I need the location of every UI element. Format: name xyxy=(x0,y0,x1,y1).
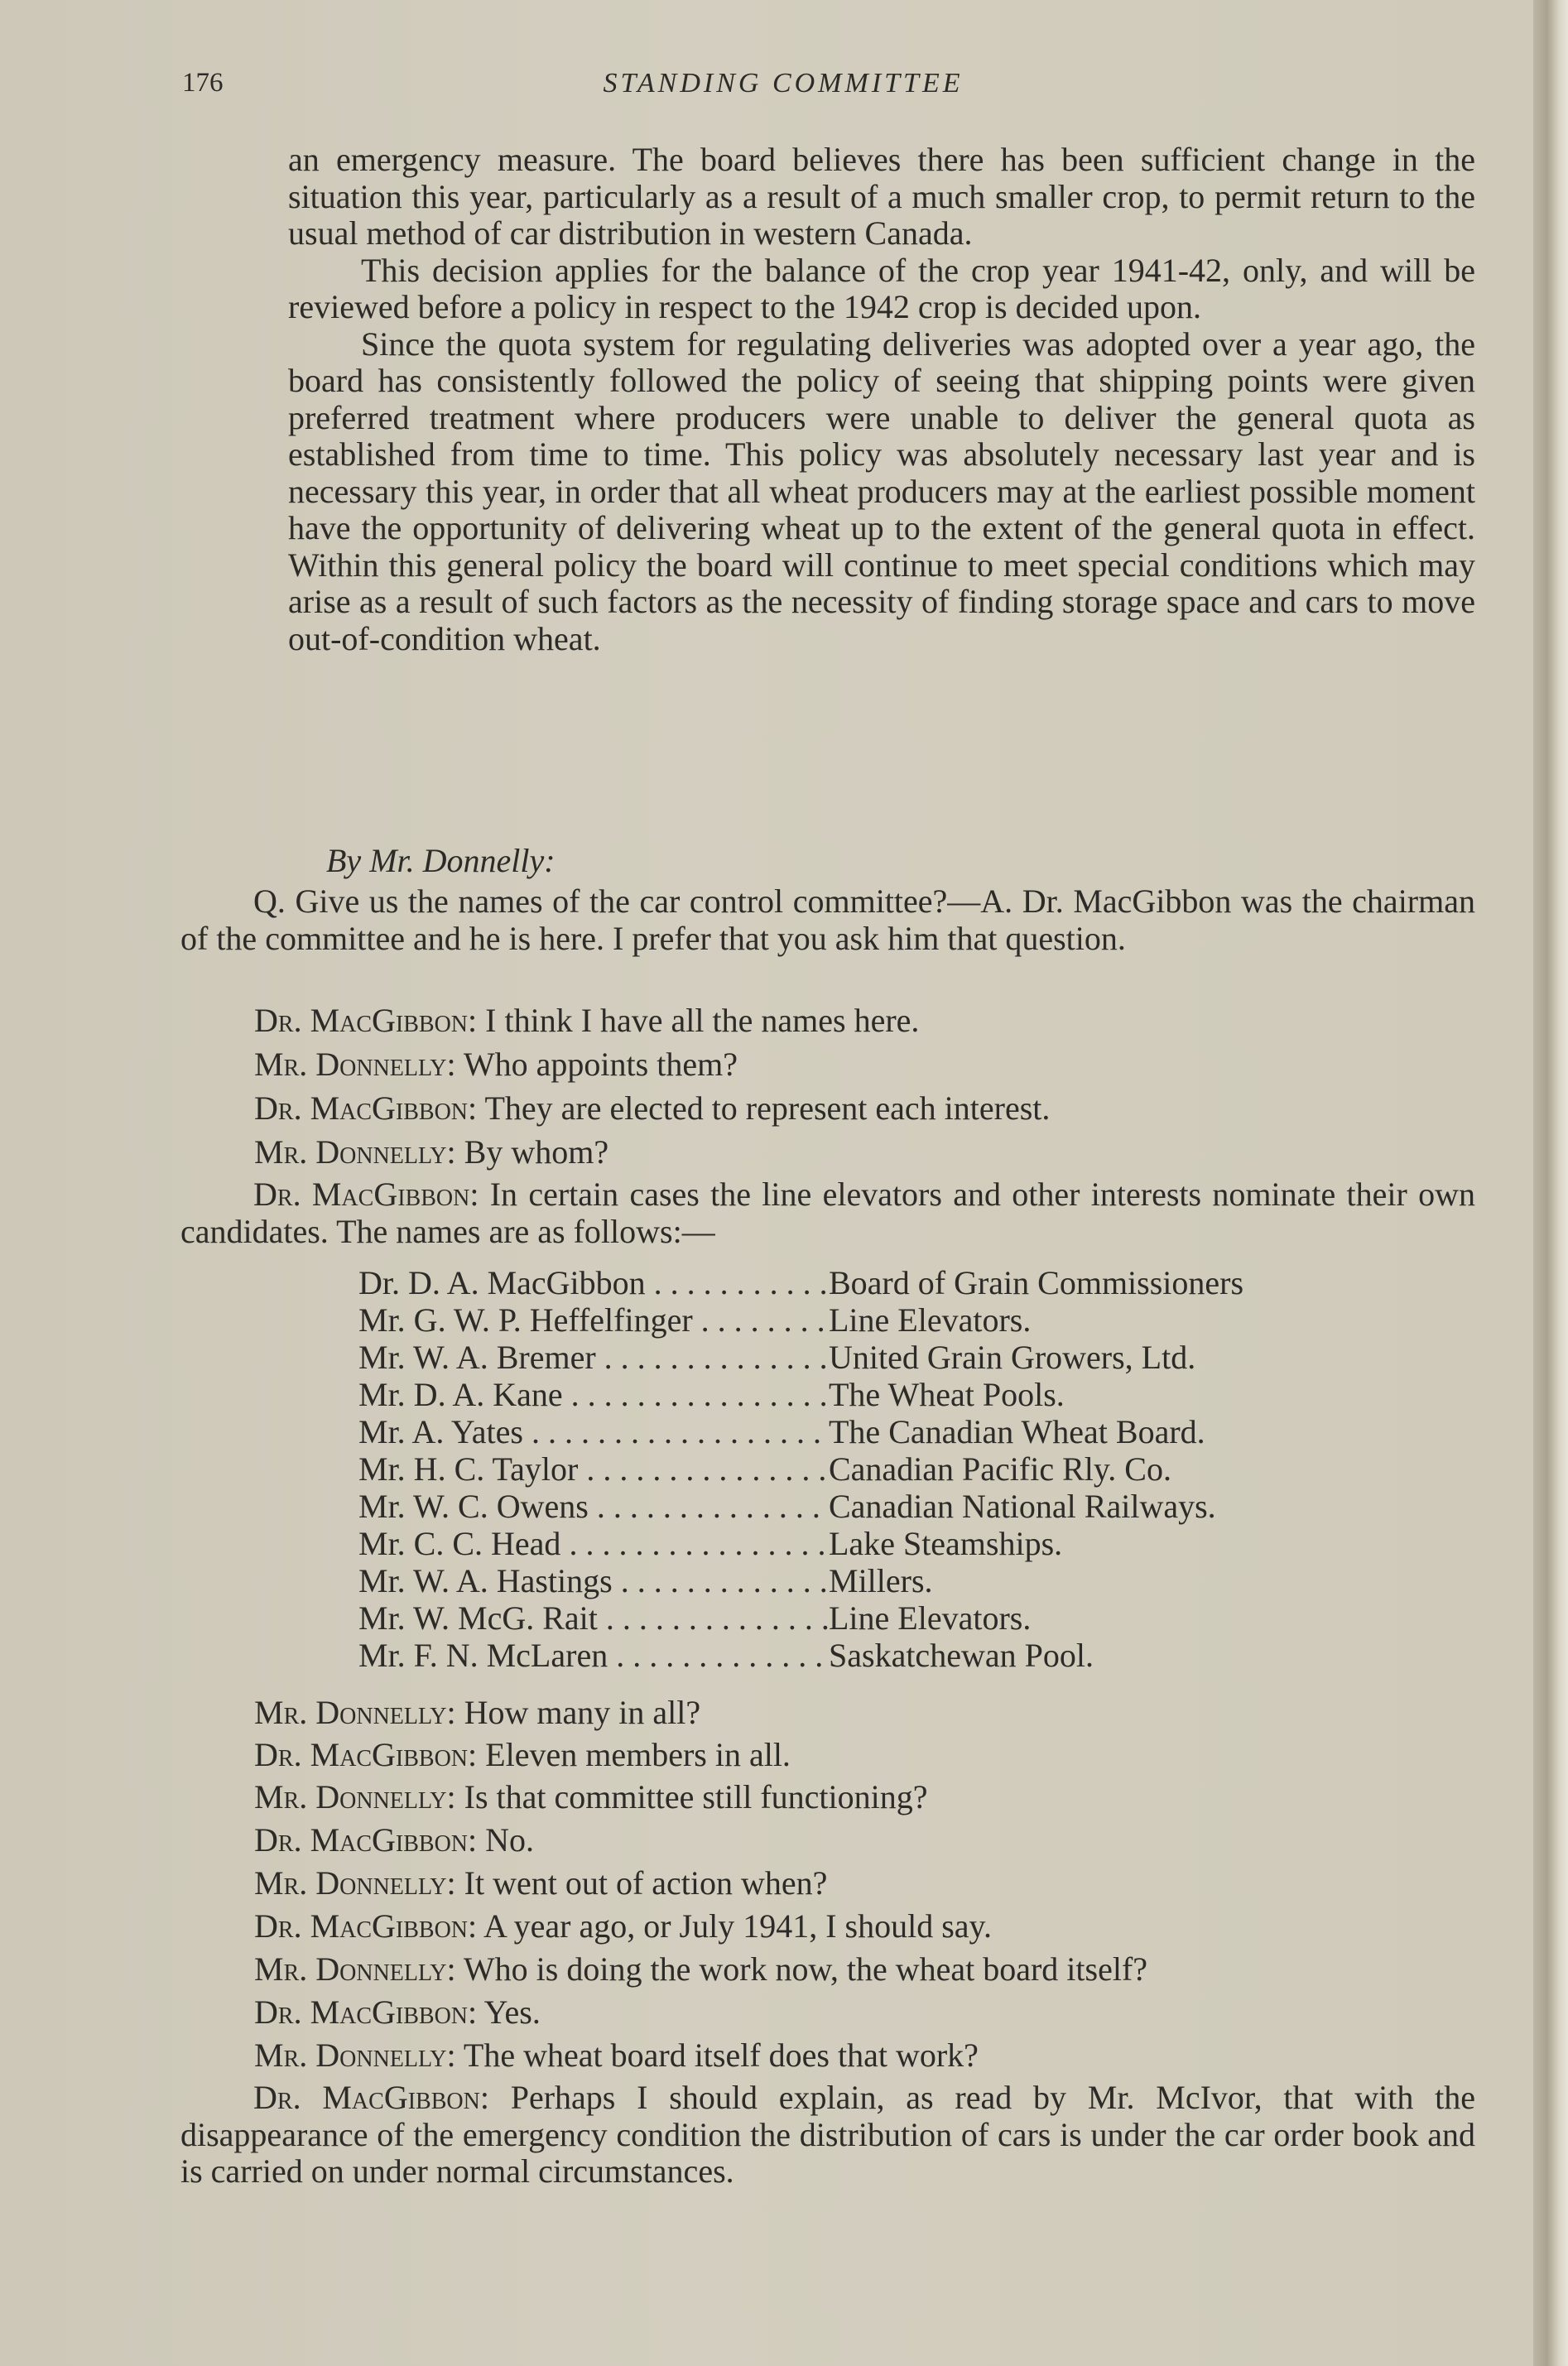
list-item xyxy=(358,1264,1243,1301)
member-organization: The Wheat Pools. xyxy=(829,1376,1065,1413)
member-name: Mr. A. Yates . . . xyxy=(358,1413,829,1450)
committee-members-list xyxy=(358,1264,1243,1674)
statement-paragraph: This decision applies for the balance of the crop year 1941-42, only, and will be reviewed before a policy in respect to the 1942 crop is decided upon. xyxy=(288,251,1475,325)
dialogue-text: In certain cases the line elevators and other interests nominate their own candidates. The names are as follows:— xyxy=(180,1176,1475,1250)
list-item xyxy=(358,1301,1243,1339)
questioning-heading: By Mr. Donnelly: xyxy=(326,842,556,879)
question-paragraph xyxy=(180,883,1475,957)
speaker-name: Dr. MacGibbon: xyxy=(254,1993,478,2031)
list-item xyxy=(358,1488,1243,1525)
dialogue-text: Perhaps I should explain, as read by Mr. McIvor, that with the disappearance of the emergency condition the distribution of cars is under the car order book and is carried on under normal circumstances. xyxy=(180,2079,1475,2190)
member-organization: Canadian National Railways. xyxy=(829,1488,1216,1525)
list-item xyxy=(358,1562,1243,1599)
speaker-name: Dr. MacGibbon: xyxy=(254,1002,478,1039)
list-item xyxy=(358,1599,1243,1637)
member-name: Mr. W. C. Owens . . . xyxy=(358,1488,829,1525)
speaker-name: Mr. Donnelly: xyxy=(254,1046,456,1083)
answer-text xyxy=(180,2080,1475,2190)
member-name: Mr. H. C. Taylor . . . xyxy=(358,1450,829,1488)
member-name: Mr. W. McG. Rait . . . xyxy=(358,1599,829,1637)
running-head: STANDING COMMITTEE xyxy=(603,68,964,99)
dialogue-text: Who appoints them? xyxy=(463,1046,738,1083)
dialogue-text: How many in all? xyxy=(464,1694,701,1731)
dialogue-line xyxy=(254,1737,791,1773)
speaker-name: Mr. Donnelly: xyxy=(254,1950,456,1988)
member-name: Mr. W. A. Hastings . . . xyxy=(358,1562,829,1599)
dialogue-line xyxy=(254,1951,1147,1988)
list-item xyxy=(358,1637,1243,1674)
dialogue-line xyxy=(254,1779,928,1815)
statement-block xyxy=(288,142,1475,657)
dialogue-line xyxy=(254,1090,1050,1127)
member-organization: Line Elevators. xyxy=(829,1599,1032,1637)
dialogue-text: They are elected to represent each interest. xyxy=(484,1089,1051,1127)
statement-paragraph: Since the quota system for regulating deliveries was adopted over a year ago, the board has consistently followed the policy of seeing that shipping points were given preferred treatment where producers were unable to deliver the general quota as established from time to time. This policy was absolutely necessary last year and is necessary this year, in order that all wheat producers may at the earliest possible moment have the opportunity of delivering wheat up to the extent of the general quota in effect. Within this general policy the board will continue to meet special conditions which may arise as a result of such factors as the necessity of finding storage space and cars to move out-of-condition wheat. xyxy=(288,325,1475,657)
dialogue-line xyxy=(254,1994,541,2031)
dialogue-text: Yes. xyxy=(483,1993,541,2031)
speaker-name: Dr. MacGibbon: xyxy=(253,2079,489,2116)
dialogue-text: Eleven members in all. xyxy=(485,1736,791,1773)
answer-paragraph xyxy=(180,1176,1475,1250)
page-edge xyxy=(1533,0,1568,2366)
speaker-name: Dr. MacGibbon: xyxy=(254,1907,478,1945)
list-item xyxy=(358,1525,1243,1562)
statement-paragraph: an emergency measure. The board believes there has been sufficient change in the situation this year, particularly as a result of a much smaller crop, to permit return to the usual method of car distribution in western Canada. xyxy=(288,141,1475,252)
member-organization: The Canadian Wheat Board. xyxy=(829,1413,1205,1450)
speaker-name: Mr. Donnelly: xyxy=(254,1778,456,1815)
dialogue-text: It went out of action when? xyxy=(464,1864,828,1902)
dialogue-text: Who is doing the work now, the wheat board itself? xyxy=(463,1950,1148,1988)
speaker-name: Dr. MacGibbon: xyxy=(254,1736,478,1773)
member-name: Mr. W. A. Bremer . . . xyxy=(358,1339,829,1376)
dialogue-text: The wheat board itself does that work? xyxy=(463,2037,979,2074)
question-text: Q. Give us the names of the car control committee?—A. Dr. MacGibbon was the chairman of the committee and he is here. I prefer that you ask him that question. xyxy=(180,882,1475,957)
dialogue-line xyxy=(254,1134,608,1171)
answer-text xyxy=(180,1176,1475,1250)
speaker-name: Mr. Donnelly: xyxy=(254,1694,456,1731)
dialogue-text: No. xyxy=(485,1821,535,1859)
member-organization: Saskatchewan Pool. xyxy=(829,1637,1094,1674)
member-name: Dr. D. A. MacGibbon . . . xyxy=(358,1264,829,1301)
dialogue-line xyxy=(254,1695,700,1731)
dialogue-line xyxy=(254,1003,919,1039)
member-organization: Line Elevators. xyxy=(829,1301,1032,1339)
member-name: Mr. F. N. McLaren . . . xyxy=(358,1637,829,1674)
speaker-name: Dr. MacGibbon: xyxy=(253,1176,479,1213)
member-organization: Canadian Pacific Rly. Co. xyxy=(829,1450,1171,1488)
speaker-name: Mr. Donnelly: xyxy=(254,1864,456,1902)
list-item xyxy=(358,1450,1243,1488)
answer-paragraph xyxy=(180,2080,1475,2190)
speaker-name: Mr. Donnelly: xyxy=(254,2037,456,2074)
list-item xyxy=(358,1376,1243,1413)
dialogue-line xyxy=(254,1908,992,1945)
list-item xyxy=(358,1339,1243,1376)
member-name: Mr. D. A. Kane . . . xyxy=(358,1376,829,1413)
dialogue-line xyxy=(254,1822,534,1859)
dialogue-text: By whom? xyxy=(464,1133,609,1171)
dialogue-text: I think I have all the names here. xyxy=(485,1002,920,1039)
dialogue-line xyxy=(254,2037,979,2074)
speaker-name: Mr. Donnelly: xyxy=(254,1133,456,1171)
dialogue-line xyxy=(254,1865,827,1902)
member-name: Mr. G. W. P. Heffelfinger . . . xyxy=(358,1301,829,1339)
member-organization: Lake Steamships. xyxy=(829,1525,1063,1562)
dialogue-line xyxy=(254,1046,738,1083)
member-organization: United Grain Growers, Ltd. xyxy=(829,1339,1196,1376)
dialogue-text: Is that committee still functioning? xyxy=(464,1778,928,1815)
speaker-name: Dr. MacGibbon: xyxy=(254,1089,478,1127)
member-organization: Board of Grain Commissioners xyxy=(829,1264,1244,1301)
speaker-name: Dr. MacGibbon: xyxy=(254,1821,478,1859)
member-organization: Millers. xyxy=(829,1562,933,1599)
dialogue-text: A year ago, or July 1941, I should say. xyxy=(483,1907,992,1945)
member-name: Mr. C. C. Head . . . xyxy=(358,1525,829,1562)
list-item xyxy=(358,1413,1243,1450)
page-number: 176 xyxy=(182,68,224,98)
